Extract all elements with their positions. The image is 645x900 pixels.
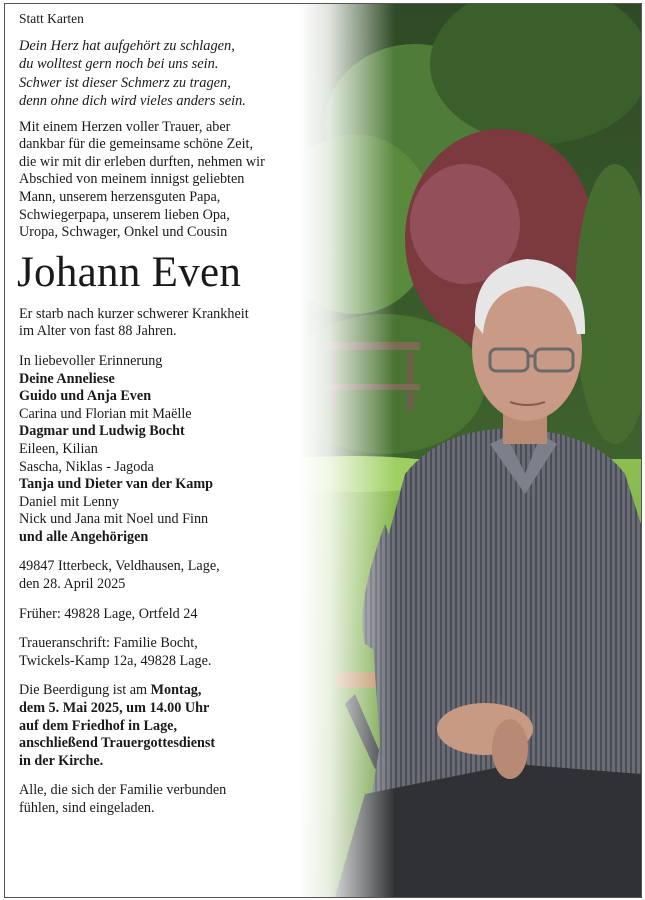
closing-text	[19, 782, 349, 817]
family-member: und alle Angehörigen	[19, 528, 149, 545]
closing-line: fühlen, sind eingeladen.	[19, 800, 155, 816]
funeral-line: in der Kirche.	[19, 752, 104, 769]
intro-text	[19, 119, 349, 242]
intro-line: dankbar für die gemeinsame schöne Zeit,	[19, 136, 254, 153]
funeral-line: dem 5. Mai 2025, um 14.00 Uhr	[19, 700, 210, 717]
mourning-address	[19, 635, 349, 670]
death-note-line: Er starb nach kurzer schwerer Krankheit	[19, 305, 249, 322]
header-label: Statt Karten	[19, 11, 84, 26]
family-member: Nick und Jana mit Noel und Finn	[19, 511, 209, 528]
death-note	[19, 306, 349, 341]
intro-line: die wir mit dir erleben durften, nehmen wir	[19, 153, 265, 170]
family-member: Guido und Anja Even	[19, 388, 152, 405]
mourning-address-line: Traueranschrift: Familie Bocht,	[19, 635, 198, 652]
former-address: Früher: 49828 Lage, Ortfeld 24	[19, 605, 198, 622]
poem-line: Schwer ist dieser Schmerz zu tragen,	[19, 74, 231, 91]
death-note-line: im Alter von fast 88 Jahren.	[19, 323, 177, 340]
intro-line: Mann, unserem herzensguten Papa,	[19, 188, 221, 205]
funeral-line	[19, 682, 349, 700]
place-line: 49847 Itterbeck, Veldhausen, Lage,	[19, 558, 220, 575]
place-date	[19, 558, 349, 593]
poem	[19, 37, 349, 111]
intro-line: Uropa, Schwager, Onkel und Cousin	[19, 224, 228, 241]
obituary-text	[19, 10, 349, 818]
poem-line: Dein Herz hat aufgehört zu schlagen,	[19, 37, 235, 54]
family-list	[19, 353, 349, 547]
memory-line: In liebevoller Erinnerung	[19, 352, 163, 369]
funeral-line: anschließend Trauergottesdienst	[19, 735, 216, 752]
family-member: Eileen, Kilian	[19, 440, 98, 457]
mourning-address-line: Twickels-Kamp 12a, 49828 Lage.	[19, 652, 212, 669]
funeral-prefix: Die Beerdigung ist am	[19, 682, 151, 699]
intro-line: Schwiegerpapa, unserem lieben Opa,	[19, 206, 230, 223]
family-member: Tanja und Dieter van der Kamp	[19, 476, 214, 493]
family-member: Daniel mit Lenny	[19, 493, 120, 510]
poem-line: du wolltest gern noch bei uns sein.	[19, 56, 219, 73]
date-line: den 28. April 2025	[19, 576, 126, 593]
family-member: Dagmar und Ludwig Bocht	[19, 423, 185, 440]
family-member: Sascha, Niklas - Jagoda	[19, 458, 154, 475]
funeral-line: auf dem Friedhof in Lage,	[19, 717, 178, 734]
family-member: Deine Anneliese	[19, 370, 115, 387]
obituary-card	[4, 3, 642, 898]
poem-line: denn ohne dich wird vieles anders sein.	[19, 93, 246, 110]
funeral-info	[19, 682, 349, 770]
intro-line: Abschied von meinem innigst geliebten	[19, 171, 245, 188]
funeral-day: Montag,	[150, 682, 202, 699]
family-member: Carina und Florian mit Maëlle	[19, 405, 192, 422]
deceased-name: Johann Even	[17, 248, 242, 296]
intro-line: Mit einem Herzen voller Trauer, aber	[19, 118, 231, 135]
closing-line: Alle, die sich der Familie verbunden	[19, 782, 227, 799]
